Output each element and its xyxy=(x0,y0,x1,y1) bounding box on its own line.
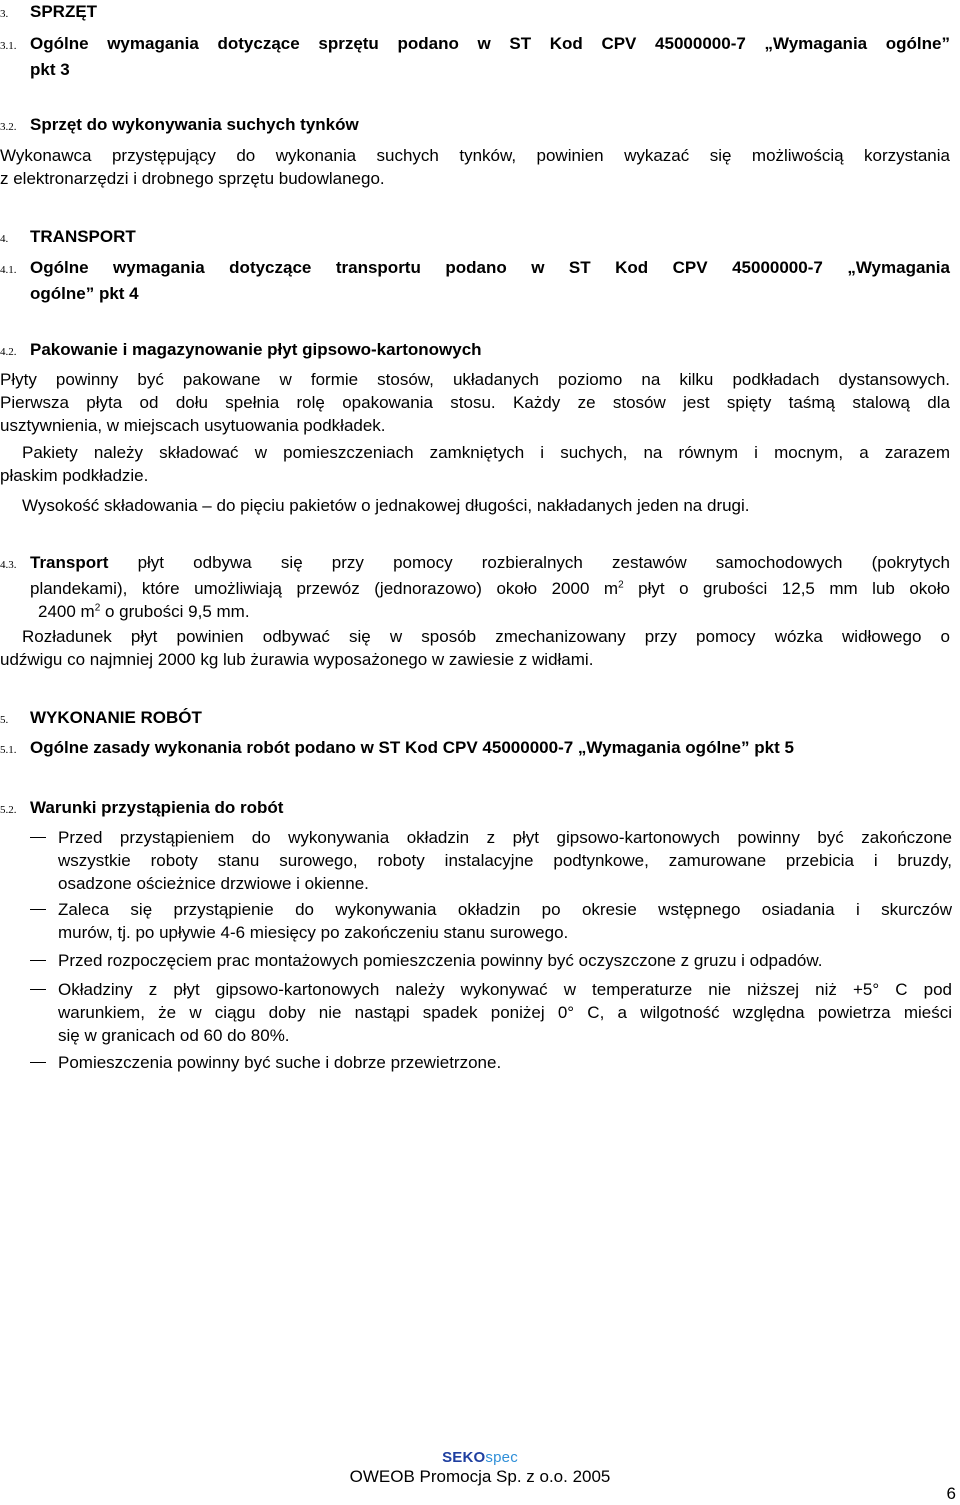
paragraph-line: Pakiety należy składować w pomieszczeniach zamkniętych i suchych, na równym i mocnym, a zarazem xyxy=(22,443,950,462)
dash-bullet-icon xyxy=(30,1062,46,1063)
list-item xyxy=(0,826,952,895)
section-number: 4. xyxy=(0,233,9,245)
brand-part: SEKO xyxy=(442,1449,486,1466)
section-title: TRANSPORT xyxy=(30,227,136,246)
list-item xyxy=(0,978,952,1047)
paragraph-line: Rozładunek płyt powinien odbywać się w sposób zmechanizowany przy pomocy wózka widłowego o xyxy=(22,627,950,646)
section-3-2-heading xyxy=(0,113,950,139)
section-number: 5. xyxy=(0,714,9,726)
section-4-1-heading xyxy=(0,256,950,305)
list-item-line: osadzone ościeżnice drzwiowe i okienne. xyxy=(58,874,369,893)
list-item xyxy=(0,949,952,972)
section-title: Sprzęt do wykonywania suchych tynków xyxy=(30,115,359,134)
paragraph-line: usztywnienia, w miejscach usytuowania podkładek. xyxy=(0,416,386,435)
list-item-line: Pomieszczenia powinny być suche i dobrze przewietrzone. xyxy=(58,1053,502,1072)
dash-bullet-icon xyxy=(30,960,46,961)
brand-part: spec xyxy=(485,1449,518,1466)
section-title: WYKONANIE ROBÓT xyxy=(30,708,202,727)
section-5-2-heading xyxy=(0,796,950,822)
paragraph-line: Wysokość składowania – do pięciu pakietów o jednakowej długości, nakładanych jeden na drugi. xyxy=(22,496,750,515)
section-title: Warunki przystąpienia do robót xyxy=(30,798,284,817)
section-4-2-heading xyxy=(0,338,950,364)
footer-organization: OWEOB Promocja Sp. z o.o. 2005 xyxy=(349,1467,611,1486)
section-number: 5.1. xyxy=(0,744,17,756)
paragraph-text: płyt o grubości 12,5 mm lub około xyxy=(638,579,950,598)
list-item-line: się w granicach od 60 do 80%. xyxy=(58,1026,290,1045)
section-3-2-paragraph xyxy=(0,144,950,190)
list-item-line: Okładziny z płyt gipsowo-kartonowych należy wykonywać w temperaturze nie niższej niż +5° C pod xyxy=(58,980,952,999)
paragraph-line: Płyty powinny być pakowane w formie stosów, układanych poziomo na kilku podkładach dystansowych. xyxy=(0,370,950,389)
section-title: Ogólne zasady wykonania robót podano w ST Kod CPV 45000000-7 „Wymagania ogólne” pkt 5 xyxy=(30,738,794,757)
paragraph-text: plandekami), które umożliwiają przewóz (jednorazowo) około 2000 m xyxy=(30,579,619,598)
list-item-line: Przed przystąpieniem do wykonywania okładzin z płyt gipsowo-kartonowych powinny być zakończone xyxy=(58,828,952,847)
superscript: 2 xyxy=(94,602,101,614)
section-3-1-heading xyxy=(0,32,950,81)
section-number: 4.1. xyxy=(0,264,17,276)
paragraph-line: z elektronarzędzi i drobnego sprzętu budowlanego. xyxy=(0,169,385,188)
section-title-line: ogólne” pkt 4 xyxy=(30,284,139,303)
section-number: 4.3. xyxy=(0,559,17,571)
paragraph-line: udźwigu co najmniej 2000 kg lub żurawia wyposażonego w zawiesie z widłami. xyxy=(0,650,594,669)
paragraph-line: Pierwsza płyta od dołu spełnia rolę opakowania stosu. Każdy ze stosów jest spięty taśmą stalową dla xyxy=(0,393,950,412)
section-5-heading xyxy=(0,706,950,732)
dash-bullet-icon xyxy=(30,837,46,838)
list-item-line: warunkiem, że w ciągu doby nie nastąpi spadek poniżej 0° C, a wilgotność względna powietrza mieści xyxy=(58,1003,952,1022)
section-4-2-paragraph-1 xyxy=(0,368,950,437)
list-item-line: wszystkie roboty stanu surowego, roboty instalacyjne podtynkowe, zamurowane przebicia i bruzdy, xyxy=(58,851,952,870)
list-item-line: Zaleca się przystąpienie do wykonywania okładzin po okresie wstępnego osiadania i skurczów xyxy=(58,900,952,919)
section-4-heading xyxy=(0,225,950,251)
list-item-line: Przed rozpoczęciem prac montażowych pomieszczenia powinny być oczyszczone z gruzu i odpadów. xyxy=(58,951,823,970)
section-title: SPRZĘT xyxy=(30,2,98,21)
section-4-3-paragraph-2 xyxy=(0,625,950,671)
list-item-line: murów, tj. po upływie 4-6 miesięcy po zakończeniu stanu surowego. xyxy=(58,923,569,942)
list-item xyxy=(0,1051,952,1074)
page-number: 6 xyxy=(946,1484,956,1503)
paragraph-line: płaskim podkładzie. xyxy=(0,466,149,485)
dash-bullet-icon xyxy=(30,909,46,910)
section-5-1-heading xyxy=(0,736,950,762)
section-number: 3.2. xyxy=(0,121,17,133)
dash-bullet-icon xyxy=(30,989,46,990)
section-4-2-paragraph-3 xyxy=(0,494,950,517)
section-3-heading xyxy=(0,0,950,26)
paragraph-text: płyt odbywa się przy pomocy rozbieralnych zestawów samochodowych (pokrytych xyxy=(137,553,950,572)
paragraph-text: o grubości 9,5 mm. xyxy=(105,602,250,621)
section-number: 5.2. xyxy=(0,804,17,816)
paragraph-line: Wykonawca przystępujący do wykonania suchych tynków, powinien wykazać się możliwością korzystania xyxy=(0,146,950,165)
section-4-3-paragraph xyxy=(0,551,950,623)
section-title-line: pkt 3 xyxy=(30,60,70,79)
section-4-2-paragraph-2 xyxy=(0,441,950,487)
superscript: 2 xyxy=(618,579,624,591)
section-number: 3.1. xyxy=(0,40,17,52)
list-item xyxy=(0,898,952,944)
paragraph-text: 2400 m xyxy=(38,602,95,621)
section-title: Pakowanie i magazynowanie płyt gipsowo-kartonowych xyxy=(30,340,482,359)
section-number: 4.2. xyxy=(0,346,17,358)
section-number: 3. xyxy=(0,8,9,20)
section-title-line: Ogólne wymagania dotyczące transportu podano w ST Kod CPV 45000000-7 „Wymagania xyxy=(30,258,950,277)
inline-bold-term: Transport xyxy=(30,553,109,572)
section-title-line: Ogólne wymagania dotyczące sprzętu podano w ST Kod CPV 45000000-7 „Wymagania ogólne” xyxy=(30,34,950,53)
